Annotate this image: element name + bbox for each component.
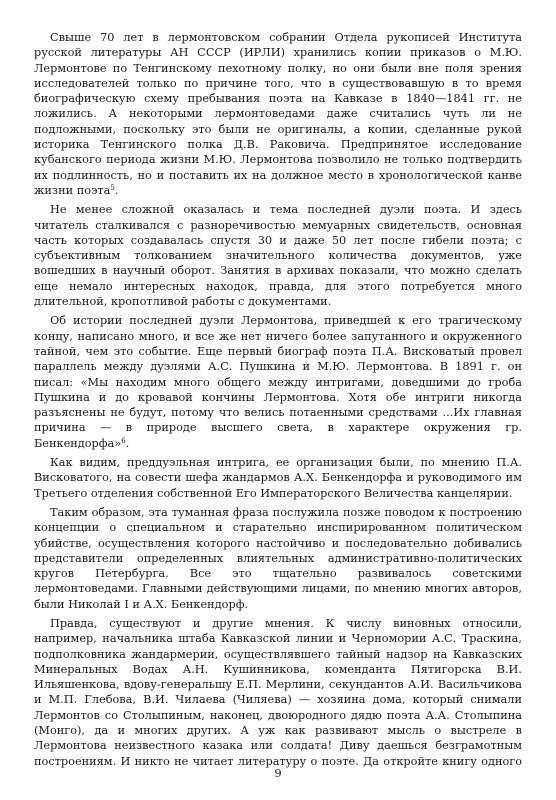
paragraph-2	[34, 202, 522, 309]
page-body	[34, 30, 522, 770]
paragraph-2-text: Не менее сложной оказалась и тема последней дуэли поэта. И здесь читатель сталкивался с разноречивостью мемуарных свидетельств, основная часть которых создавалась спустя 30 и даже 50 лет после гибели поэта; с субъективным толкованием значительного количества документов, уже вошедших в научный оборот. Занятия в архивах показали, что можно сделать еще немало интересных находок, правда, для этого потребуется много длительной, кропотливой работы с документами.	[34, 203, 522, 309]
paragraph-3	[34, 313, 522, 451]
paragraph-5-text: Таким образом, эта туманная фраза послужила позже поводом к построению концепции о специальном и старательно инспирированном политическом убийстве, осуществления которого настойчиво и последовательно добивались представители определенных влиятельных административно-политических кругов Петербурга. Все это тщательно развивалось советскими лермонтоведами. Главными действующими лицами, по мнению многих авторов, были Николай I и А.Х. Бенкендорф.	[34, 505, 522, 611]
footnote-ref-6[interactable]: 6	[121, 436, 126, 445]
paragraph-1	[34, 30, 522, 198]
paragraph-5	[34, 505, 522, 612]
paragraph-6-text: Правда, существуют и другие мнения. К числу виновных относили, например, начальника штаба Кавказской линии и Черномории А.С. Траскина, подполковника жандармерии, осуществлявшего тайный надзор на Кавказских Минеральных Водах А.Н. Кушинникова, коменданта Пятигорска В.И. Ильяшенкова, вдову-генеральшу Е.П. Мерлини, секундантов А.И. Васильчикова и М.П. Глебова, В.И. Чилаева (Чиляева) — хозяина дома, который снимали Лермонтов со Столыпиным, наконец, двоюродного дядю поэта А.А. Столыпина (Монго), да и многих других. А уж как развивают мысль о выстреле в Лермонтова неизвестного казака или солдата! Диву даешься безграмотным построениям. И никто не читает литературу о поэте. Да откройте книгу одного	[34, 616, 522, 768]
footnote-ref-5[interactable]: 5	[110, 183, 115, 192]
paragraph-1-text: Свыше 70 лет в лермонтовском собрании Отдела рукописей Института русской литературы АН СССР (ИРЛИ) хранились копии приказов о М.Ю. Лермонтове по Тенгинскому пехотному полку, но они были вне поля зрения исследователей только по причине того, что в существовавшую в то время биографическую схему пребывания поэта на Кавказе в 1840—1841 гг. не ложились. А некоторыми лермонтоведами даже считались чуть ли не подложными, поскольку это были не оригиналы, а копии, сделанные рукой историка Тенгинского полка Д.В. Раковича. Предпринятое исследование кубанского периода жизни М.Ю. Лермонтова позволило не только подтвердить их подлинность, но и поставить их на должное место в хронологической канве жизни поэта	[34, 31, 522, 197]
paragraph-1-tail: .	[114, 183, 119, 197]
paragraph-3-text: Об истории последней дуэли Лермонтова, приведшей к его трагическому концу, написано много, и все же нет ничего более запутанного и окруженного тайной, чем это событие. Еще первый биограф поэта П.А. Висковатый провел параллель между дуэлями А.С. Пушкина и М.Ю. Лермонтова. В 1891 г. он писал: «Мы находим много общего между интригами, доведшими до гроба Пушкина и до кровавой кончины Лермонтова. Хотя обе интриги никогда разъяснены не будут, потому что велись потаенными средствами ...Их главная причина — в природе высшего света, в характере окружения гр. Бенкендорфа»	[34, 314, 522, 450]
page-number: 9	[274, 766, 282, 780]
paragraph-4-text: Как видим, преддуэльная интрига, ее организация были, по мнению П.А. Висковатого, на совести шефа жандармов А.Х. Бенкендорфа и руководимого им Третьего отделения собственной Его Императорского Величества канцелярии.	[34, 456, 522, 500]
paragraph-6	[34, 616, 522, 770]
paragraph-3-tail: .	[125, 436, 130, 450]
paragraph-4	[34, 455, 522, 501]
